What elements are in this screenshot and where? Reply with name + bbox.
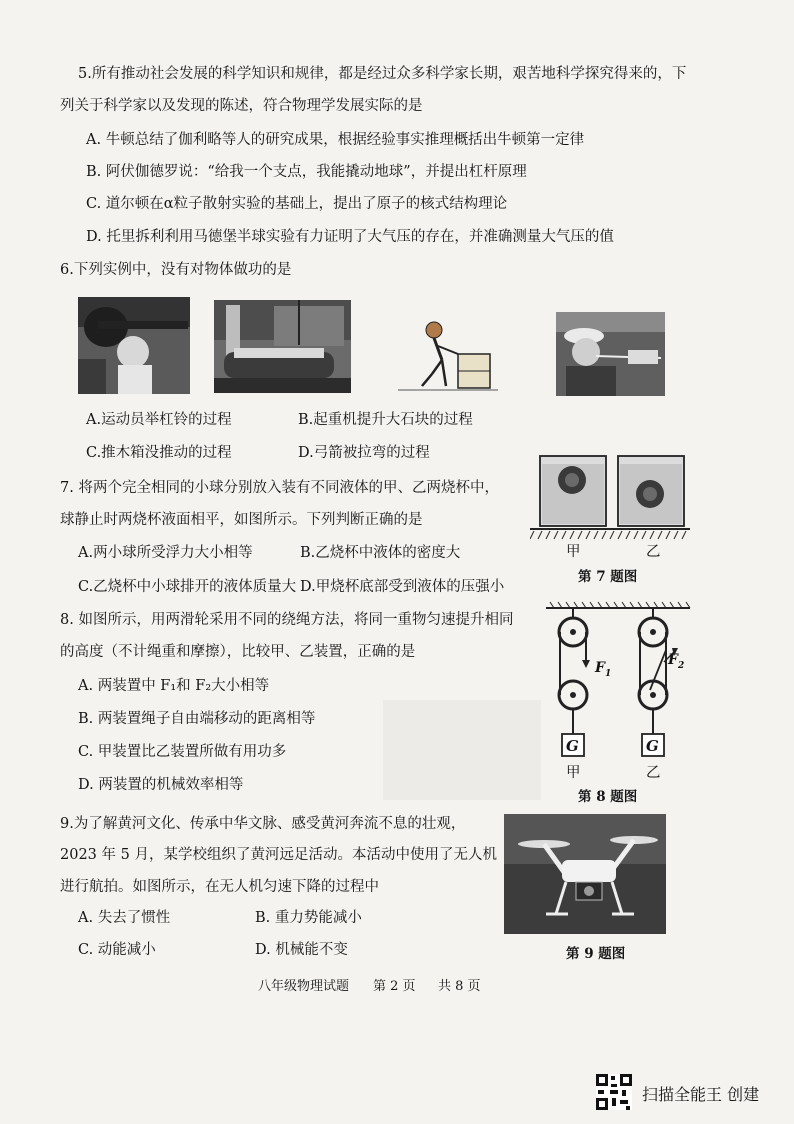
q8-figure-pulleys: [540, 600, 700, 780]
q8-option-d: D. 两装置的机械效率相等: [78, 777, 244, 793]
q7-label-yi: 乙: [646, 544, 661, 560]
q8-label-yi: 乙: [646, 765, 661, 781]
q8-force-label-2: $F_2$: [668, 652, 685, 671]
q8-stem-line2: 的高度（不计绳重和摩擦），比较甲、乙装置，正确的是: [60, 644, 416, 660]
qr-code-icon: [596, 1074, 632, 1110]
q6-photo-weightlifter: [78, 297, 190, 394]
q7-stem-line1: 7. 将两个完全相同的小球分别放入装有不同液体的甲、乙两烧杯中，: [60, 480, 499, 496]
q6-option-c: C.推木箱没推动的过程: [86, 445, 232, 461]
q8-option-a: A. 两装置中 F₁和 F₂大小相等: [78, 678, 270, 694]
q6-option-d: D.弓箭被拉弯的过程: [298, 445, 430, 461]
q9-option-b: B. 重力势能减小: [255, 910, 362, 926]
scan-artifact: [383, 700, 541, 800]
q9-photo-drone: [504, 814, 666, 934]
q6-stem: 6.下列实例中，没有对物体做功的是: [60, 262, 292, 278]
q8-caption: 第 8 题图: [578, 789, 638, 805]
q5-stem-line2: 列关于科学家以及发现的陈述，符合物理学发展实际的是: [60, 98, 423, 114]
q9-caption: 第 9 题图: [566, 946, 626, 962]
q6-option-a: A.运动员举杠铃的过程: [86, 412, 232, 428]
q8-stem-line1: 8. 如图所示，用两滑轮采用不同的绕绳方法，将同一重物匀速提升相同: [60, 612, 514, 628]
q9-stem-line3: 进行航拍。如图所示，在无人机匀速下降的过程中: [60, 879, 379, 895]
q9-stem-line1: 9.为了解黄河文化、传承中华文脉、感受黄河奔流不息的壮观，: [60, 816, 466, 832]
q6-illustration-push-box: [398, 318, 498, 392]
q7-stem-line2: 球静止时两烧杯液面相平，如图所示。下列判断正确的是: [60, 512, 423, 528]
q7-option-a: A.两小球所受浮力大小相等: [78, 545, 253, 561]
q5-option-a: A. 牛顿总结了伽利略等人的研究成果，根据经验事实推理概括出牛顿第一定律: [86, 132, 585, 148]
footer-subject: 八年级物理试题: [258, 979, 350, 994]
q6-option-b: B.起重机提升大石块的过程: [298, 412, 473, 428]
q8-label-jia: 甲: [566, 765, 581, 781]
q5-stem-line1: 5.所有推动社会发展的科学知识和规律，都是经过众多科学家长期，艰苦地科学探究得来的，下: [78, 66, 687, 82]
q7-option-b: B.乙烧杯中液体的密度大: [300, 545, 461, 561]
footer-page: 第 2 页: [373, 979, 416, 994]
q7-label-jia: 甲: [566, 544, 581, 560]
q6-photo-crane: [214, 300, 351, 393]
scanner-watermark-text: 扫描全能王 创建: [642, 1085, 760, 1104]
q7-figure-beakers: [530, 450, 690, 550]
q9-option-c: C. 动能减小: [78, 942, 156, 958]
q9-option-a: A. 失去了惯性: [78, 910, 171, 926]
q8-weight-label-jia: G: [566, 737, 579, 755]
q8-option-c: C. 甲装置比乙装置所做有用功多: [78, 744, 287, 760]
q5-option-b: B. 阿伏伽德罗说：“给我一个支点，我能撬动地球”，并提出杠杆原理: [86, 164, 527, 180]
q5-option-c: C. 道尔顿在α粒子散射实验的基础上，提出了原子的核式结构理论: [86, 196, 508, 212]
q9-stem-line2: 2023 年 5 月，某学校组织了黄河远足活动。本活动中使用了无人机: [60, 847, 497, 863]
q5-option-d: D. 托里拆利利用马德堡半球实验有力证明了大气压的存在，并准确测量大气压的值: [86, 229, 614, 245]
q7-option-c: C.乙烧杯中小球排开的液体质量大: [78, 579, 297, 595]
q7-caption: 第 7 题图: [578, 569, 638, 585]
q7-option-d: D.甲烧杯底部受到液体的压强小: [300, 579, 505, 595]
q8-force-label-1: $F_1$: [595, 660, 612, 679]
q8-option-b: B. 两装置绳子自由端移动的距离相等: [78, 711, 316, 727]
q8-weight-label-yi: G: [646, 737, 659, 755]
q9-option-d: D. 机械能不变: [255, 942, 348, 958]
footer-total: 共 8 页: [438, 979, 481, 994]
q6-photo-archer: [556, 312, 665, 396]
